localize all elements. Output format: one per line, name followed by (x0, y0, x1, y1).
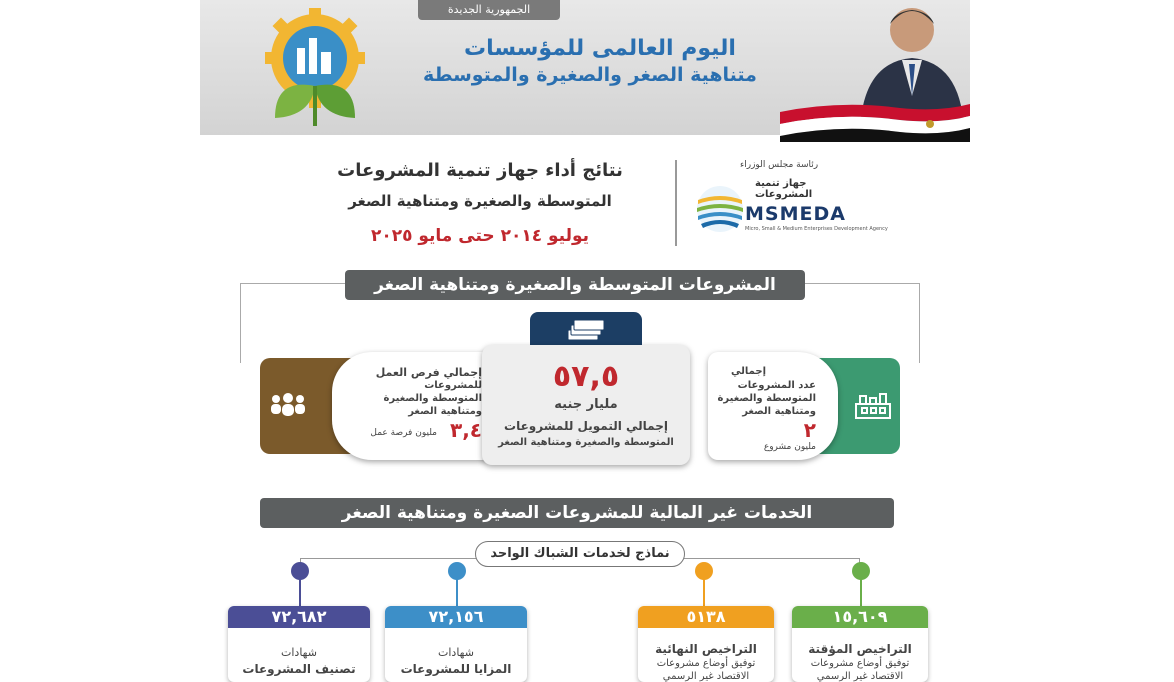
projects-label-4: ومتناهية الصغر (742, 406, 816, 417)
gov-line: رئاسة مجلس الوزراء (740, 160, 819, 170)
header-title: اليوم العالمى للمؤسسات (464, 36, 736, 61)
stat-label-2: المزايا للمشروعات (400, 662, 512, 676)
jobs-value: ٣,٤ (449, 418, 482, 442)
finance-label-2: المتوسطة والصغيرة ومتناهية الصغر (498, 437, 674, 448)
stat-card (228, 606, 370, 682)
finance-label-1: إجمالي التمويل للمشروعات (504, 419, 668, 433)
finance-unit: مليار جنيه (554, 397, 618, 412)
stat-label-1: شهادات (281, 646, 317, 659)
stat-label-2: تصنيف المشروعات (242, 662, 356, 676)
section2-title: الخدمات غير المالية للمشروعات الصغيرة ومتناهية الصغر (260, 498, 894, 528)
finance-card (482, 345, 690, 465)
stat-stem (456, 578, 458, 608)
stat-label-1: التراخيص المؤقتة (808, 642, 912, 656)
agency-subtitle: Micro, Small & Medium Enterprises Development Agency (745, 226, 888, 232)
jobs-card (332, 352, 492, 460)
projects-label-3: المتوسطة والصغيرة (717, 393, 816, 404)
header-band (200, 0, 970, 135)
header-subtitle: متناهية الصغر والصغيرة والمتوسطة (423, 64, 757, 86)
jobs-unit: مليون فرصة عمل (370, 428, 437, 438)
stat-label-2: توفيق أوضاع مشروعات (810, 658, 910, 669)
stat-label-1: شهادات (438, 646, 474, 659)
stat-card (385, 606, 527, 682)
stat-value: ١٥,٦٠٩ (792, 606, 928, 628)
vertical-divider (675, 160, 677, 246)
msmeda-globe-icon (695, 184, 745, 234)
results-title: نتائج أداء جهاز تنمية المشروعات (337, 160, 623, 181)
gear-leaves-logo-icon (255, 8, 375, 128)
projects-label-1: إجمالي (731, 366, 766, 377)
stat-card (792, 606, 928, 682)
projects-value: ٢ (803, 418, 816, 442)
egypt-flag (780, 98, 970, 142)
stat-stem (860, 578, 862, 608)
section1-title: المشروعات المتوسطة والصغيرة ومتناهية الصغر (345, 270, 805, 300)
stat-label-3: الاقتصاد غير الرسمي (662, 671, 750, 682)
finance-value: ٥٧,٥ (552, 359, 620, 394)
agency-name-ar: جهاز تنمية المشروعات (755, 178, 813, 200)
projects-card (708, 352, 838, 460)
agency-name-en: MSMEDA (745, 203, 846, 225)
cash-icon (566, 316, 606, 342)
stat-label-1: التراخيص النهائية (655, 642, 757, 656)
jobs-label-1: إجمالي فرص العمل (375, 366, 482, 379)
header-badge: الجمهورية الجديدة (418, 0, 560, 20)
projects-unit: مليون مشروع (763, 442, 816, 452)
factory-icon (854, 392, 892, 420)
stat-label-2: توفيق أوضاع مشروعات (656, 658, 756, 669)
infographic (200, 0, 970, 682)
jobs-label-3: المتوسطة والصغيرة (383, 393, 482, 404)
results-subtitle: المتوسطة والصغيرة ومتناهية الصغر (348, 192, 612, 210)
one-stop-shop-pill: نماذج لخدمات الشباك الواحد (475, 541, 685, 567)
stat-label-3: الاقتصاد غير الرسمي (816, 671, 904, 682)
jobs-label-4: ومتناهية الصغر (408, 406, 482, 417)
stat-value: ٧٢,١٥٦ (385, 606, 527, 628)
stat-card (638, 606, 774, 682)
projects-label-2: عدد المشروعات (737, 380, 816, 391)
stat-stem (703, 578, 705, 608)
people-icon (268, 392, 308, 418)
money-tab (530, 312, 642, 346)
stat-value: ٥١٣٨ (638, 606, 774, 628)
stat-value: ٧٢,٦٨٢ (228, 606, 370, 628)
jobs-label-2: للمشروعات (424, 380, 482, 391)
results-period: يوليو ٢٠١٤ حتى مايو ٢٠٢٥ (370, 226, 590, 246)
stat-stem (299, 578, 301, 608)
